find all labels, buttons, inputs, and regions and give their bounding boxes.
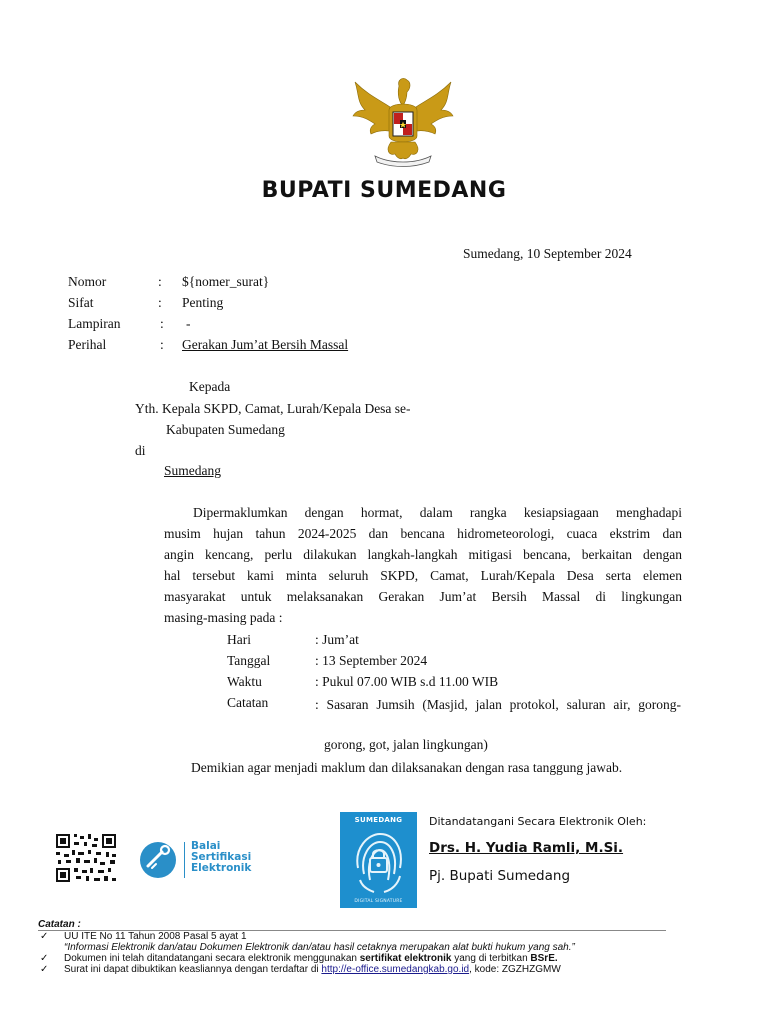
recipient-place: Sumedang (164, 463, 221, 478)
bsre-logo (138, 838, 268, 880)
recipient-kepada: Kepada (189, 379, 231, 394)
footer-text-part: yang di terbitkan (451, 953, 531, 964)
schedule-value: : 13 September 2024 (315, 653, 428, 668)
schedule-cont: gorong, got, jalan lingkungan) (324, 737, 488, 752)
footer-item-text (64, 953, 558, 964)
bsre-line: Elektronik (191, 862, 252, 874)
check-icon: ✓ (40, 931, 49, 942)
bsre-logo-icon (138, 840, 182, 880)
body-line: masyarakat untuk melaksanakan Gerakan Jum’at Bersih Massal di lingkungan (164, 589, 682, 604)
bsre-divider (184, 842, 185, 878)
recipient-line1: Yth. Kepala SKPD, Camat, Lurah/Kepala Desa se- (135, 401, 411, 416)
badge-caption: DIGITAL SIGNATURE (354, 899, 403, 904)
bsre-text (191, 841, 251, 874)
body-line: Dipermaklumkan dengan hormat, dalam rangka kesiapsiagaan menghadapi (193, 505, 682, 520)
badge-title: SUMEDANG (354, 816, 403, 824)
meta-row-nomor (68, 274, 468, 294)
schedule-label: Tanggal (227, 653, 271, 668)
meta-sep: : (158, 274, 162, 289)
footer-quote: “Informasi Elektronik dan/atau Dokumen Elektronik dan/atau hasil cetaknya merupakan alat bukti hukum yang sah.” (64, 942, 575, 953)
body-line: masing-masing pada : (164, 610, 283, 625)
schedule-value: : Sasaran Jumsih (Masjid, jalan protokol, saluran air, gorong- (315, 697, 681, 712)
recipient-di: di (135, 443, 146, 458)
meta-sep: : (158, 295, 162, 310)
body-line: musim hujan tahun 2024-2025 dan bencana hidrometeorologi, cuaca ekstrim dan (164, 526, 682, 541)
footer-text-part: , kode: ZGZHZGMW (469, 964, 561, 975)
meta-row-sifat (68, 295, 468, 315)
schedule-row (227, 695, 683, 735)
schedule-row (227, 632, 683, 652)
garuda-emblem-icon (345, 72, 461, 168)
schedule-label: Waktu (227, 674, 262, 689)
letter-date: Sumedang, 10 September 2024 (463, 246, 632, 261)
digital-signature-badge (340, 812, 417, 908)
meta-value: ${nomer_surat} (182, 274, 270, 289)
meta-label: Sifat (68, 295, 94, 310)
meta-value: Gerakan Jum’at Bersih Massal (182, 337, 349, 352)
body-line: angin kencang, perlu dilakukan langkah-langkah mitigasi bencana, berkaitan dengan (164, 547, 682, 562)
meta-row-lampiran (68, 316, 468, 336)
qr-code-icon (54, 832, 118, 884)
footer-item-text (64, 964, 561, 975)
schedule-value: : Pukul 07.00 WIB s.d 11.00 WIB (315, 674, 499, 689)
footer-text-part: Surat ini dapat dibuktikan keasliannya dengan terdaftar di (64, 964, 322, 975)
fingerprint-lock-icon (350, 828, 407, 894)
meta-sep: : (160, 316, 164, 331)
meta-label: Nomor (68, 274, 107, 289)
signer-name: Drs. H. Yudia Ramli, M.Si. (429, 840, 624, 856)
check-icon: ✓ (40, 953, 49, 964)
schedule-label: Catatan (227, 695, 269, 710)
page-title: BUPATI SUMEDANG (261, 178, 507, 203)
meta-value: - (186, 316, 191, 331)
meta-row-perihal (68, 337, 468, 357)
meta-value: Penting (182, 295, 224, 310)
body-line: hal tersebut kami minta seluruh SKPD, Camat, Lurah/Kepala Desa serta elemen (164, 568, 682, 583)
footer-heading: Catatan : (38, 919, 81, 930)
schedule-label: Hari (227, 632, 251, 647)
signer-position: Pj. Bupati Sumedang (429, 868, 571, 884)
footer-item-text: UU ITE No 11 Tahun 2008 Pasal 5 ayat 1 (64, 931, 247, 942)
meta-label: Perihal (68, 337, 107, 352)
check-icon: ✓ (40, 964, 49, 975)
meta-label: Lampiran (68, 316, 121, 331)
verification-link[interactable]: http://e-office.sumedangkab.go.id (321, 964, 470, 975)
schedule-value: : Jum’at (315, 632, 359, 647)
footer-text-bold: sertifikat elektronik (359, 953, 452, 964)
schedule-row (227, 653, 683, 673)
meta-sep: : (160, 337, 164, 352)
recipient-line2: Kabupaten Sumedang (166, 422, 285, 437)
schedule-row (227, 674, 683, 694)
signed-by-label: Ditandatangani Secara Elektronik Oleh: (429, 815, 647, 828)
closing-text: Demikian agar menjadi maklum dan dilaksanakan dengan rasa tanggung jawab. (191, 760, 623, 775)
bsre-line: Balai (191, 840, 221, 852)
footer-text-part: Dokumen ini telah ditandatangani secara elektronik menggunakan (64, 953, 360, 964)
footer-text-bold: BSrE. (530, 953, 558, 964)
bsre-line: Sertifikasi (191, 851, 252, 863)
